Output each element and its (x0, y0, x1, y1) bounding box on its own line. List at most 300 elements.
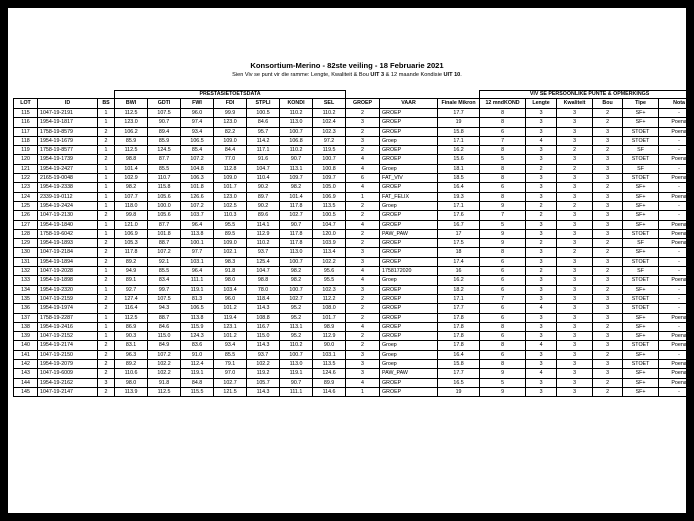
table-cell: 1 (98, 285, 115, 294)
table-row (14, 229, 694, 238)
table-cell: 2 (346, 109, 380, 118)
table-cell: 106.5 (181, 136, 214, 145)
table-cell: 118.0 (115, 201, 148, 210)
table-row (14, 192, 694, 201)
table-cell: 102.3 (313, 285, 346, 294)
table-cell: 138 (14, 322, 38, 331)
table-cell: PAW_PAW (380, 229, 438, 238)
table-cell: 2 (346, 127, 380, 136)
table-cell: 6 (480, 313, 526, 322)
table-cell: STOET (623, 136, 659, 145)
table-cell: 113.9 (115, 387, 148, 396)
table-cell: 90.7 (148, 118, 181, 127)
table-cell: 89.2 (115, 360, 148, 369)
table-cell: 96.0 (214, 294, 247, 303)
column-header: SEL (313, 99, 346, 109)
table-cell: SF+ (623, 322, 659, 331)
table-cell: 139 (14, 332, 38, 341)
table-row (14, 136, 694, 145)
table-cell: 105.6 (148, 192, 181, 201)
table-cell: 95.7 (247, 127, 280, 136)
table-cell: 19.3 (438, 192, 480, 201)
table-cell: 1 (98, 118, 115, 127)
table-cell: 1 (98, 174, 115, 183)
table-cell: 93.4 (181, 127, 214, 136)
table-cell: - (659, 304, 694, 313)
table-cell: 3 (593, 332, 623, 341)
table-cell: Poena (659, 276, 694, 285)
table-cell: 125 (14, 201, 38, 210)
table-row (14, 276, 694, 285)
table-cell: 100.8 (313, 164, 346, 173)
table-cell: 7 (480, 211, 526, 220)
table-cell: 103.7 (181, 211, 214, 220)
table-cell: 5 (480, 378, 526, 387)
table-cell: 107.2 (148, 248, 181, 257)
table-cell: Poena (659, 369, 694, 378)
table-cell: 119.1 (181, 285, 214, 294)
table-cell: SF+ (623, 313, 659, 322)
table-cell: 101.8 (181, 183, 214, 192)
table-row (14, 341, 694, 350)
table-cell: 102.9 (115, 174, 148, 183)
table-cell: 3 (593, 257, 623, 266)
table-cell: SF+ (623, 369, 659, 378)
table-cell: 91.8 (148, 378, 181, 387)
table-cell: 3 (346, 350, 380, 359)
table-row (14, 360, 694, 369)
table-cell: 84.4 (214, 146, 247, 155)
table-cell: 1954-19-1898 (38, 276, 98, 285)
table-cell: 89.1 (115, 276, 148, 285)
table-cell: 113.0 (280, 248, 313, 257)
table-cell: 89.2 (115, 257, 148, 266)
table-cell: 3 (346, 248, 380, 257)
table-cell: 1954-19-2320 (38, 285, 98, 294)
table-cell: 115.9 (181, 322, 214, 331)
table-cell: 2 (557, 164, 593, 173)
table-cell: GROEP (380, 146, 438, 155)
table-cell: 92.7 (115, 285, 148, 294)
table-cell: 107.2 (181, 155, 214, 164)
table-cell: 119.4 (214, 313, 247, 322)
table-cell: 2 (526, 239, 557, 248)
table-cell: 3 (557, 229, 593, 238)
table-cell: SF+ (623, 332, 659, 341)
subtitle-text-before: Sien Viv se punt vir die ramme: Lengte, Kwaliteit & Bou (232, 72, 371, 78)
table-cell: 95.2 (280, 313, 313, 322)
table-cell: 4 (526, 304, 557, 313)
table-cell: 90.2 (247, 201, 280, 210)
table-cell: 15.8 (438, 360, 480, 369)
table-cell: 3 (526, 109, 557, 118)
table-cell: 3 (526, 313, 557, 322)
table-cell: 137 (14, 313, 38, 322)
table-cell: 3 (557, 341, 593, 350)
table-cell: 90.0 (313, 341, 346, 350)
table-cell: Poena (659, 341, 694, 350)
table-cell: 9 (480, 201, 526, 210)
table-cell: STOET (623, 257, 659, 266)
table-row (14, 387, 694, 396)
table-cell: 100.7 (280, 285, 313, 294)
table-cell: 102.5 (214, 201, 247, 210)
table-cell: - (659, 267, 694, 276)
table-cell: 3 (557, 304, 593, 313)
subtitle-text-mid: & 12 maande Kondisie (384, 72, 444, 78)
table-cell: 106.9 (313, 192, 346, 201)
table-cell: 1047-19-6009 (38, 369, 98, 378)
table-cell: 2 (346, 211, 380, 220)
table-cell: 99.8 (115, 211, 148, 220)
table-cell: 110.7 (148, 174, 181, 183)
table-cell: 110.6 (115, 369, 148, 378)
table-cell: 85.9 (115, 136, 148, 145)
table-cell: 1 (98, 192, 115, 201)
table-cell: 114.6 (313, 387, 346, 396)
table-cell: 2 (593, 183, 623, 192)
table-cell: 3 (526, 127, 557, 136)
table-cell: 94.9 (115, 267, 148, 276)
table-cell: 110.2 (313, 109, 346, 118)
table-cell: 88.7 (148, 313, 181, 322)
table-cell: - (659, 183, 694, 192)
table-cell: 119 (14, 146, 38, 155)
table-cell: 19 (438, 387, 480, 396)
table-cell: 99.9 (214, 109, 247, 118)
table-cell: 3 (593, 164, 623, 173)
table-cell: 109.0 (214, 174, 247, 183)
document-page (8, 8, 686, 513)
table-cell: 3 (98, 378, 115, 387)
table-cell: SF+ (623, 378, 659, 387)
table-cell: 3 (593, 276, 623, 285)
table-cell: 17.8 (438, 332, 480, 341)
table-cell: 102.2 (313, 257, 346, 266)
table-cell: SF (623, 267, 659, 276)
table-cell: 109.7 (280, 174, 313, 183)
table-cell: 143 (14, 369, 38, 378)
table-cell: 117.1 (247, 146, 280, 155)
table-cell: 3 (557, 155, 593, 164)
table-cell: 1 (98, 332, 115, 341)
table-cell: 100.5 (313, 211, 346, 220)
table-cell: 85.9 (148, 136, 181, 145)
table-cell: 98.2 (280, 267, 313, 276)
table-row (14, 294, 694, 303)
table-cell: - (659, 285, 694, 294)
table-cell: 98.2 (115, 183, 148, 192)
table-cell: 1954-19-1893 (38, 239, 98, 248)
table-cell: 1954-19-1739 (38, 155, 98, 164)
table-row (14, 164, 694, 173)
table-cell: 2 (526, 267, 557, 276)
table-cell: 8 (480, 118, 526, 127)
table-cell: 79.1 (214, 360, 247, 369)
table-cell: 4 (526, 369, 557, 378)
table-cell: GROEP (380, 239, 438, 248)
column-header: Bou (593, 99, 623, 109)
table-cell: 2 (98, 211, 115, 220)
column-header: GDTI (148, 99, 181, 109)
table-cell: 6 (480, 285, 526, 294)
table-cell: 122 (14, 174, 38, 183)
table-cell: 104.7 (247, 267, 280, 276)
table-cell: 3 (557, 294, 593, 303)
table-cell: 123.0 (214, 192, 247, 201)
column-header: Finale Mikron (438, 99, 480, 109)
table-cell: 1954-19-1840 (38, 220, 98, 229)
table-cell: 105.7 (247, 378, 280, 387)
table-cell: STOET (623, 341, 659, 350)
table-cell: 1954-19-2162 (38, 378, 98, 387)
table-cell: 2 (346, 313, 380, 322)
table-cell: 3 (346, 136, 380, 145)
table-cell: 113.4 (313, 248, 346, 257)
table-cell: 91.8 (214, 267, 247, 276)
column-header: STPLI (247, 99, 280, 109)
table-cell: 2 (526, 211, 557, 220)
table-cell: STOET (623, 294, 659, 303)
table-cell: 3 (593, 201, 623, 210)
table-cell: 17.5 (438, 239, 480, 248)
table-cell: 123 (14, 183, 38, 192)
table-cell: 7 (480, 136, 526, 145)
table-cell: 3 (557, 109, 593, 118)
table-row (14, 350, 694, 359)
table-cell: Poena (659, 127, 694, 136)
table-row (14, 201, 694, 210)
table-cell: 77.0 (214, 155, 247, 164)
table-cell: Poena (659, 313, 694, 322)
table-cell: 6 (480, 304, 526, 313)
table-cell: 96.4 (181, 220, 214, 229)
table-cell: 101.2 (214, 304, 247, 313)
table-cell: 98.9 (313, 322, 346, 331)
table-row (14, 313, 694, 322)
table-cell: 1 (346, 387, 380, 396)
table-cell: 117.8 (115, 248, 148, 257)
table-cell: 19 (438, 118, 480, 127)
table-cell: 8 (480, 248, 526, 257)
table-cell: 107.7 (115, 192, 148, 201)
table-cell: 1047-19-2130 (38, 211, 98, 220)
table-cell: SF+ (623, 192, 659, 201)
table-cell: 1954-19-2338 (38, 183, 98, 192)
table-cell: 127.4 (115, 294, 148, 303)
table-cell: 144 (14, 378, 38, 387)
table-cell: 3 (593, 174, 623, 183)
table-cell: 107.5 (148, 109, 181, 118)
table-cell: 89.6 (247, 211, 280, 220)
table-cell: 126 (14, 211, 38, 220)
table-cell: 93.7 (247, 350, 280, 359)
table-row (14, 127, 694, 136)
table-cell: 2 (346, 146, 380, 155)
table-cell: 83.6 (181, 341, 214, 350)
table-cell: 3 (526, 332, 557, 341)
table-cell: 3 (593, 341, 623, 350)
table-cell: 94.3 (148, 304, 181, 313)
table-cell: Groep (380, 201, 438, 210)
table-cell: 2165-19-0048 (38, 174, 98, 183)
table-cell: GROEP (380, 211, 438, 220)
table-cell: 5 (480, 155, 526, 164)
table-cell: 96.4 (181, 267, 214, 276)
table-cell: 4 (346, 267, 380, 276)
table-cell: 105.0 (313, 183, 346, 192)
table-cell: STOET (623, 360, 659, 369)
table-cell: 107.5 (148, 294, 181, 303)
table-cell: 4 (526, 341, 557, 350)
table-cell: 102.2 (148, 369, 181, 378)
table-cell: 15.8 (438, 127, 480, 136)
table-cell: 1954-19-2079 (38, 360, 98, 369)
table-row (14, 239, 694, 248)
table-cell: 1 (98, 313, 115, 322)
table-cell: Poena (659, 332, 694, 341)
table-cell: 111.1 (181, 276, 214, 285)
table-cell: 102.7 (280, 211, 313, 220)
table-cell: 2 (98, 304, 115, 313)
table-cell: 116.7 (247, 322, 280, 331)
table-cell: 113.1 (280, 164, 313, 173)
table-cell: 3 (593, 155, 623, 164)
table-cell: 102.7 (280, 294, 313, 303)
table-cell: 1 (98, 220, 115, 229)
table-cell: 17.7 (438, 369, 480, 378)
table-cell: 113.5 (313, 201, 346, 210)
table-cell: 112.5 (115, 313, 148, 322)
table-cell: 3 (557, 285, 593, 294)
table-cell: 2 (593, 387, 623, 396)
table-cell: 95.2 (280, 304, 313, 313)
table-cell: 106.5 (181, 304, 214, 313)
table-cell: Groep (380, 360, 438, 369)
table-cell: 16.4 (438, 350, 480, 359)
table-cell: 3 (526, 155, 557, 164)
table-cell: 3 (593, 127, 623, 136)
table-cell: 3 (526, 192, 557, 201)
table-cell: STOET (623, 155, 659, 164)
table-cell: 3 (557, 332, 593, 341)
table-cell: 1 (98, 164, 115, 173)
table-cell: Poena (659, 192, 694, 201)
table-cell: - (659, 136, 694, 145)
table-cell: 17.7 (438, 109, 480, 118)
table-cell: 113.5 (313, 360, 346, 369)
table-cell: 3 (526, 174, 557, 183)
table-cell: 2 (593, 285, 623, 294)
table-cell: 2 (593, 378, 623, 387)
table-cell: 90.3 (115, 332, 148, 341)
table-cell: 2 (593, 322, 623, 331)
table-cell: Poena (659, 378, 694, 387)
table-cell: 3 (593, 304, 623, 313)
table-cell: SF+ (623, 109, 659, 118)
table-cell: 1954-19-2424 (38, 201, 98, 210)
table-cell: 6 (480, 332, 526, 341)
table-cell: 3 (526, 285, 557, 294)
table-cell: 110.4 (247, 174, 280, 183)
table-cell: 9 (480, 229, 526, 238)
table-cell: 87.7 (148, 155, 181, 164)
table-cell: 103.9 (313, 239, 346, 248)
page-subtitle (8, 72, 686, 78)
group-header-viv: VIV SE PERSOONLIKE PUNTE & OPMERKINGS (480, 91, 694, 99)
table-cell: STOET (623, 229, 659, 238)
table-row (14, 174, 694, 183)
table-cell: 3 (557, 174, 593, 183)
table-cell: 2 (98, 257, 115, 266)
table-cell: 118 (14, 136, 38, 145)
table-cell: 1 (98, 267, 115, 276)
table-cell: 6 (346, 174, 380, 183)
table-cell: Poena (659, 229, 694, 238)
column-header: VAAR (380, 99, 438, 109)
table-cell: 17.8 (438, 341, 480, 350)
table-cell: SF+ (623, 201, 659, 210)
table-cell: 113.1 (280, 322, 313, 331)
table-cell: 90.2 (247, 183, 280, 192)
table-cell: 3 (557, 267, 593, 276)
table-cell: 100.5 (247, 109, 280, 118)
table-cell: - (659, 146, 694, 155)
table-cell: STOET (623, 127, 659, 136)
table-cell: GROEP (380, 313, 438, 322)
table-cell: GROEP (380, 322, 438, 331)
table-cell: 108.8 (247, 313, 280, 322)
table-cell: 2 (98, 294, 115, 303)
column-header: Nota (659, 99, 694, 109)
auction-table (13, 90, 694, 397)
table-cell: 102.1 (214, 248, 247, 257)
table-cell: Poena (659, 118, 694, 127)
table-cell: 97.7 (181, 248, 214, 257)
table-cell: 6 (480, 350, 526, 359)
table-cell: 1 (98, 109, 115, 118)
table-cell: 3 (526, 257, 557, 266)
table-cell: 101.4 (280, 192, 313, 201)
table-cell: 18.5 (438, 174, 480, 183)
table-cell: 123.1 (214, 322, 247, 331)
table-cell: 3 (557, 239, 593, 248)
table-cell: 3 (557, 322, 593, 331)
table-cell: - (659, 211, 694, 220)
table-cell: 8 (480, 164, 526, 173)
table-cell: PAW_PAW (380, 369, 438, 378)
table-cell: 3 (593, 220, 623, 229)
table-cell: 6 (480, 257, 526, 266)
table-cell: 100.7 (280, 257, 313, 266)
column-header: BWI (115, 99, 148, 109)
table-cell: 17.8 (438, 322, 480, 331)
table-cell: 117 (14, 127, 38, 136)
table-cell: 96.3 (115, 350, 148, 359)
table-cell: 106.2 (115, 127, 148, 136)
table-cell: 119.1 (280, 369, 313, 378)
table-cell: 121.5 (214, 387, 247, 396)
table-cell: 104.7 (313, 220, 346, 229)
table-cell: 3 (557, 378, 593, 387)
table-cell: 90.7 (280, 155, 313, 164)
table-cell: 125.4 (247, 257, 280, 266)
table-cell: 100.7 (280, 350, 313, 359)
table-cell: 16.4 (438, 183, 480, 192)
table-cell: 88.7 (148, 239, 181, 248)
table-cell: 84.6 (247, 118, 280, 127)
table-cell: 17.4 (438, 257, 480, 266)
